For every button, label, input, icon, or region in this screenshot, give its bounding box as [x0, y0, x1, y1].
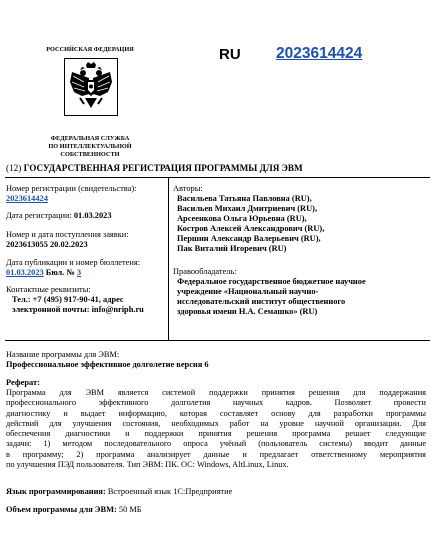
abstract-line: действий для улучшения состояния, необходимых работ на уровне научной организации. Для — [6, 418, 426, 428]
title-divider — [5, 177, 430, 178]
document-kind-title: ГОСУДАРСТВЕННАЯ РЕГИСТРАЦИЯ ПРОГРАММЫ ДЛЯ ЭВМ — [23, 163, 303, 173]
authors-list — [173, 194, 429, 254]
publication-value — [6, 268, 166, 278]
document-kind-code: (12) — [6, 163, 22, 173]
column-divider — [168, 178, 169, 340]
program-name-block — [6, 350, 426, 370]
contacts-label: Контактные реквизиты: — [6, 285, 91, 294]
author-item: Арсеенкова Ольга Юрьевна (RU), — [177, 214, 307, 223]
agency-line-2: ПО ИНТЕЛЛЕКТУАЛЬНОЙ СОБСТВЕННОСТИ — [48, 143, 132, 158]
owner-block — [173, 277, 429, 317]
language-value: Встроенный язык 1С:Предприятие — [107, 487, 233, 496]
reg-date-label: Дата регистрации: — [6, 211, 72, 220]
document-title — [6, 163, 303, 173]
abstract-line: профессионального эффективного долголетия научных кадров. Позволяет провести — [6, 398, 426, 408]
abstract-line: задачи: 1) методом последовательного опроса учёный (пользователь системы) вводит данные — [6, 439, 426, 449]
publication-label: Дата публикации и номер бюллетеня: — [6, 258, 141, 267]
bulletin-label: Бюл. № — [45, 268, 75, 277]
author-item: Першин Александр Валерьевич (RU), — [177, 234, 321, 243]
owner-line: здоровья имени Н.А. Семашко» (RU) — [177, 307, 318, 316]
program-volume — [6, 505, 142, 515]
agency-name — [20, 135, 160, 159]
agency-line-1: ФЕДЕРАЛЬНАЯ СЛУЖБА — [50, 135, 130, 142]
author-item: Васильева Татьяна Павловна (RU), — [177, 194, 312, 203]
left-bibliographic-column — [6, 184, 166, 315]
author-item: Васильев Михаил Дмитриевич (RU), — [177, 204, 318, 213]
contacts-line-2: электронной почты: info@nriph.ru — [12, 305, 144, 314]
abstract-line: обеспечения диагностики и поддержки принятия решения программа решает следующие — [6, 429, 426, 439]
country-name: РОССИЙСКАЯ ФЕДЕРАЦИЯ — [46, 46, 134, 53]
author-item: Костров Алексей Александрович (RU), — [177, 224, 325, 233]
owner-line: учреждение «Национальный научно- — [177, 287, 319, 296]
abstract-block — [6, 378, 426, 470]
bulletin-number-link[interactable]: 3 — [76, 268, 82, 277]
reg-number-label: Номер регистрации (свидетельства): — [6, 184, 137, 193]
owner-label: Правообладатель: — [173, 267, 237, 276]
abstract-line: по улучшения ПЭД пользователя. Тип ЭВМ: ПК. ОС: Windows, AltLinux, Linux. — [6, 460, 289, 470]
application-label: Номер и дата поступления заявки: — [6, 230, 129, 239]
program-name-label: Название программы для ЭВМ: — [6, 350, 120, 359]
volume-label: Объем программы для ЭВМ: — [6, 505, 117, 514]
application-value: 2023613055 20.02.2023 — [6, 240, 88, 249]
right-bibliographic-column — [173, 184, 429, 317]
bibliographic-divider — [5, 340, 430, 341]
abstract-line: в программу; 2) программа анализирует данные и предлагает ответственному мероприятия — [6, 449, 426, 459]
contacts-line-1: Тел.: +7 (495) 917-90-41, адрес — [12, 295, 124, 304]
reg-number-link[interactable]: 2023614424 — [6, 194, 48, 203]
owner-line: Федеральное государственное бюджетное научное — [177, 277, 366, 286]
authors-label: Авторы: — [173, 184, 203, 193]
language-label: Язык программирования: — [6, 487, 106, 496]
country-code: RU — [219, 46, 241, 63]
coat-of-arms-emblem — [64, 58, 118, 116]
author-item: Пак Виталий Игоревич (RU) — [177, 244, 287, 253]
reg-date-value: 01.03.2023 — [73, 211, 112, 220]
abstract-label: Реферат: — [6, 378, 40, 387]
owner-line: исследовательский институт общественного — [177, 297, 346, 306]
abstract-line: Программа для ЭВМ является системой поддержки принятия решения для поддержания — [6, 388, 426, 397]
document-number-link[interactable]: 2023614424 — [276, 45, 363, 62]
abstract-line: диагностику и выдает информацию, которая составляет основу для разработки программы — [6, 408, 426, 418]
publication-date-link[interactable]: 01.03.2023 — [6, 268, 44, 277]
programming-language — [6, 487, 232, 497]
program-name-value: Профессиональное эффективное долголетие версия 6 — [6, 360, 209, 369]
volume-value: 50 МБ — [118, 505, 142, 514]
reg-date — [6, 211, 166, 221]
